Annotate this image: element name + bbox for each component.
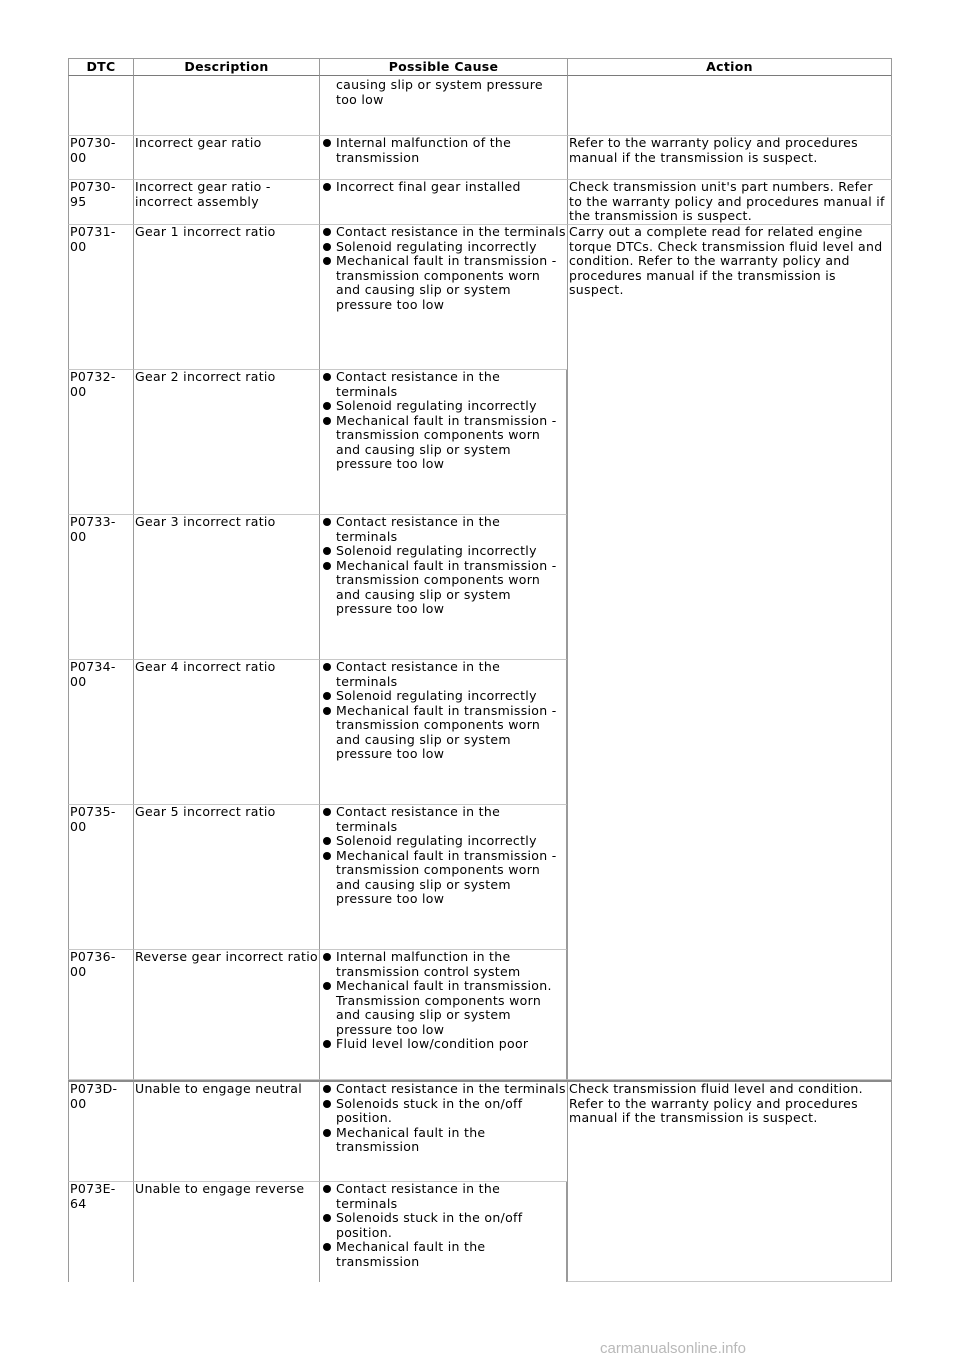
cause-list bbox=[321, 1182, 565, 1269]
cause-item: Incorrect final gear installed bbox=[321, 180, 566, 195]
cause-item: Fluid level low/condition poor bbox=[321, 1037, 565, 1052]
dtc-cell: P0733-00 bbox=[68, 515, 133, 660]
cause-item: Solenoid regulating incorrectly bbox=[321, 240, 566, 255]
table-row bbox=[68, 225, 892, 370]
dtc-cell: P073D-00 bbox=[68, 1080, 133, 1182]
dtc-cell: P0730-95 bbox=[68, 180, 133, 225]
cause-item: Contact resistance in the terminals bbox=[321, 370, 565, 399]
cause-item: Contact resistance in the terminals bbox=[321, 660, 565, 689]
header-action: Action bbox=[567, 58, 892, 76]
cause-list bbox=[321, 515, 565, 617]
cause-item: Solenoid regulating incorrectly bbox=[321, 689, 565, 704]
description-cell: Incorrect gear ratio - incorrect assembly bbox=[133, 180, 319, 225]
table-row bbox=[68, 180, 892, 225]
cause-item: Internal malfunction of the transmission bbox=[321, 136, 566, 165]
cause-item: Mechanical fault in transmission - transmission components worn and causing slip or system pressure too low bbox=[321, 559, 565, 617]
action-cell: Check transmission unit's part numbers. Refer to the warranty policy and procedures manual if the transmission is suspect. bbox=[567, 180, 892, 225]
action-cell bbox=[567, 76, 892, 136]
dtc-cell: P073E-64 bbox=[68, 1182, 133, 1282]
description-cell bbox=[133, 76, 319, 136]
cause-cell bbox=[319, 1182, 567, 1282]
action-cell: Check transmission fluid level and condition. Refer to the warranty policy and procedures manual if the transmission is suspect. bbox=[567, 1080, 892, 1282]
cause-item: Solenoids stuck in the on/off position. bbox=[321, 1097, 566, 1126]
description-cell: Gear 2 incorrect ratio bbox=[133, 370, 319, 515]
table-header-row bbox=[68, 58, 892, 76]
cause-list bbox=[321, 180, 566, 195]
cause-item: Contact resistance in the terminals bbox=[321, 225, 566, 240]
table-row bbox=[68, 136, 892, 180]
cause-item: Mechanical fault in transmission - transmission components worn and causing slip or system pressure too low bbox=[321, 849, 565, 907]
cause-list bbox=[321, 1082, 566, 1155]
cause-cell bbox=[319, 180, 567, 225]
cause-item: Solenoid regulating incorrectly bbox=[321, 399, 565, 414]
dtc-cell: P0735-00 bbox=[68, 805, 133, 950]
cause-item: Contact resistance in the terminals bbox=[321, 1082, 566, 1097]
description-cell: Incorrect gear ratio bbox=[133, 136, 319, 180]
cause-cell bbox=[319, 950, 567, 1080]
action-cell: Refer to the warranty policy and procedures manual if the transmission is suspect. bbox=[567, 136, 892, 180]
dtc-cell: P0731-00 bbox=[68, 225, 133, 370]
cause-item: Mechanical fault in transmission - transmission components worn and causing slip or system pressure too low bbox=[321, 414, 565, 472]
header-description: Description bbox=[133, 58, 319, 76]
cause-item: Solenoid regulating incorrectly bbox=[321, 544, 565, 559]
cause-item: Mechanical fault in transmission - transmission components worn and causing slip or system pressure too low bbox=[321, 704, 565, 762]
description-cell: Gear 5 incorrect ratio bbox=[133, 805, 319, 950]
cause-list bbox=[321, 805, 565, 907]
cause-cell bbox=[319, 225, 567, 370]
cause-list bbox=[321, 225, 566, 312]
header-dtc: DTC bbox=[68, 58, 133, 76]
watermark-text: carmanualsonline.info bbox=[600, 1340, 746, 1357]
dtc-cell bbox=[68, 76, 133, 136]
cause-item: Mechanical fault in transmission - transmission components worn and causing slip or system pressure too low bbox=[321, 254, 566, 312]
dtc-cell: P0730-00 bbox=[68, 136, 133, 180]
cause-item: Contact resistance in the terminals bbox=[321, 515, 565, 544]
cause-item: Internal malfunction in the transmission control system bbox=[321, 950, 565, 979]
action-cell: Carry out a complete read for related engine torque DTCs. Check transmission fluid level and condition. Refer to the warranty policy and procedures manual if the transmission is suspect. bbox=[567, 225, 892, 1080]
cause-continuation-text: causing slip or system pressure too low bbox=[336, 77, 543, 107]
header-possible-cause: Possible Cause bbox=[319, 58, 567, 76]
dtc-cell: P0734-00 bbox=[68, 660, 133, 805]
description-cell: Reverse gear incorrect ratio bbox=[133, 950, 319, 1080]
cause-list bbox=[321, 950, 565, 1052]
cause-cell bbox=[319, 660, 567, 805]
cause-cell bbox=[319, 370, 567, 515]
cause-item: Mechanical fault in transmission. Transmission components worn and causing slip or system pressure too low bbox=[321, 979, 565, 1037]
description-cell: Unable to engage reverse bbox=[133, 1182, 319, 1282]
cause-list bbox=[321, 136, 566, 165]
cause-cell bbox=[319, 136, 567, 180]
cause-item: Mechanical fault in the transmission bbox=[321, 1240, 565, 1269]
cause-cell bbox=[319, 515, 567, 660]
description-cell: Gear 1 incorrect ratio bbox=[133, 225, 319, 370]
table-row bbox=[68, 76, 892, 136]
cause-list bbox=[321, 660, 565, 762]
dtc-cell: P0736-00 bbox=[68, 950, 133, 1080]
cause-cell bbox=[319, 1080, 567, 1182]
description-cell: Gear 3 incorrect ratio bbox=[133, 515, 319, 660]
description-cell: Unable to engage neutral bbox=[133, 1080, 319, 1182]
table-row bbox=[68, 1080, 892, 1182]
cause-cell bbox=[319, 805, 567, 950]
dtc-table bbox=[68, 58, 892, 1282]
description-cell: Gear 4 incorrect ratio bbox=[133, 660, 319, 805]
dtc-cell: P0732-00 bbox=[68, 370, 133, 515]
cause-item: Mechanical fault in the transmission bbox=[321, 1126, 566, 1155]
cause-item: Solenoids stuck in the on/off position. bbox=[321, 1211, 565, 1240]
cause-cell bbox=[319, 76, 567, 136]
cause-item: Contact resistance in the terminals bbox=[321, 805, 565, 834]
cause-list bbox=[321, 370, 565, 472]
cause-item: Contact resistance in the terminals bbox=[321, 1182, 565, 1211]
cause-item: Solenoid regulating incorrectly bbox=[321, 834, 565, 849]
